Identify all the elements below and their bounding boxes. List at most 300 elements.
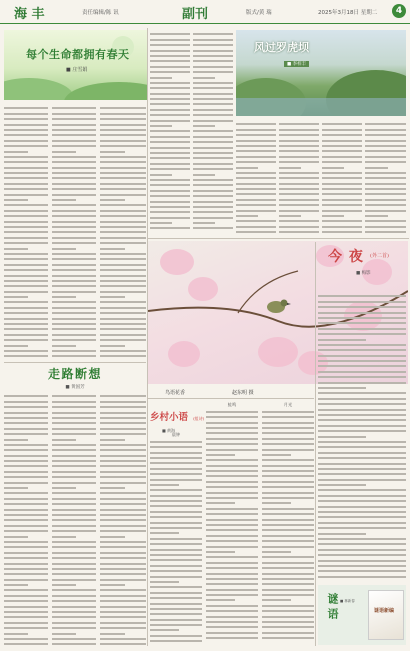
- text-line: [206, 529, 258, 531]
- text-line: [365, 193, 406, 195]
- text-line: [206, 562, 258, 564]
- text-line: [279, 226, 319, 228]
- text-line: [52, 611, 96, 613]
- text-line: [318, 328, 406, 330]
- text-line: [100, 471, 146, 473]
- text-line: [52, 167, 96, 169]
- text-line: [262, 637, 314, 639]
- text-line: [100, 328, 146, 330]
- text-line: [318, 560, 406, 562]
- text-line: [318, 479, 406, 481]
- text-line: [52, 355, 96, 357]
- text-line: [206, 540, 258, 542]
- text-line: [318, 463, 406, 465]
- text-line: [150, 538, 202, 540]
- text-line: [318, 549, 406, 551]
- text-line: [279, 140, 319, 142]
- text-line: [150, 489, 202, 491]
- text-line: [100, 134, 146, 136]
- text-line: [52, 455, 96, 457]
- text-line: [193, 33, 233, 35]
- text-line: [365, 231, 406, 233]
- text-line: [150, 179, 190, 181]
- text-line: [318, 349, 406, 351]
- text-line: [262, 459, 314, 461]
- text-line: [100, 465, 146, 467]
- text-line: [262, 626, 314, 628]
- text-line: [52, 439, 76, 441]
- article-body-col: [4, 104, 48, 362]
- text-line: [365, 123, 406, 125]
- text-line: [52, 242, 96, 244]
- text-line: [100, 350, 146, 352]
- text-line: [4, 546, 48, 548]
- text-line: [52, 638, 96, 640]
- text-line: [4, 269, 48, 271]
- book-cover: [368, 590, 404, 640]
- text-line: [52, 226, 96, 228]
- text-line: [4, 172, 48, 174]
- text-line: [193, 39, 233, 41]
- text-line: [322, 215, 344, 217]
- text-line: [52, 584, 76, 586]
- text-line: [279, 215, 301, 217]
- text-line: [279, 183, 319, 185]
- text-line: [4, 563, 48, 565]
- text-line: [4, 177, 48, 179]
- text-line: [206, 621, 258, 623]
- text-line: [100, 519, 146, 521]
- text-line: [318, 301, 406, 303]
- text-line: [4, 312, 48, 314]
- text-line: [100, 345, 125, 347]
- text-line: [52, 334, 96, 336]
- text-line: [365, 215, 388, 217]
- article-title: 走路断想: [47, 367, 102, 381]
- text-line: [52, 301, 96, 303]
- text-line: [150, 211, 190, 213]
- article-heading-walk: [10, 365, 140, 390]
- text-line: [150, 195, 190, 197]
- text-line: [52, 204, 96, 206]
- text-line: [4, 291, 48, 293]
- text-line: [4, 199, 28, 201]
- text-line: [206, 551, 235, 553]
- text-line: [52, 471, 96, 473]
- text-line: [365, 156, 406, 158]
- text-line: [52, 406, 96, 408]
- text-line: [279, 129, 319, 131]
- text-line: [52, 296, 76, 298]
- text-line: [4, 161, 48, 163]
- text-line: [100, 280, 146, 282]
- text-line: [4, 406, 48, 408]
- page-number: 4: [392, 4, 406, 18]
- article-subtitle: (外二首): [370, 253, 389, 259]
- text-line: [4, 318, 48, 320]
- text-line: [150, 446, 202, 448]
- poem-body: [318, 292, 406, 582]
- text-line: [318, 398, 406, 400]
- text-line: [52, 509, 96, 511]
- text-line: [100, 439, 125, 441]
- article-body-col: [236, 120, 276, 235]
- text-line: [279, 199, 319, 201]
- text-line: [52, 422, 96, 424]
- text-line: [279, 220, 319, 222]
- text-line: [4, 301, 48, 303]
- poem-heading-tonight: [318, 246, 408, 290]
- masthead: [0, 0, 410, 24]
- text-line: [322, 177, 362, 179]
- text-line: [100, 428, 146, 430]
- text-line: [52, 118, 96, 120]
- text-line: [100, 161, 146, 163]
- text-line: [52, 433, 96, 435]
- text-line: [279, 134, 319, 136]
- text-line: [193, 55, 233, 57]
- text-line: [52, 318, 96, 320]
- text-line: [52, 525, 96, 527]
- text-line: [150, 527, 202, 529]
- text-line: [236, 156, 276, 158]
- text-line: [206, 470, 258, 472]
- text-line: [150, 516, 202, 518]
- text-line: [150, 98, 190, 100]
- text-line: [150, 559, 202, 561]
- text-line: [150, 592, 202, 594]
- text-line: [206, 616, 258, 618]
- text-line: [4, 285, 48, 287]
- text-line: [318, 543, 406, 545]
- text-line: [100, 503, 146, 505]
- text-line: [100, 573, 146, 575]
- text-line: [206, 508, 258, 510]
- text-line: [52, 221, 96, 223]
- text-line: [100, 242, 146, 244]
- text-line: [150, 608, 202, 610]
- text-line: [4, 307, 48, 309]
- text-line: [279, 161, 319, 163]
- text-line: [322, 167, 344, 169]
- text-line: [52, 129, 96, 131]
- article-author: ■ 梅影: [356, 271, 371, 276]
- responsible-editor: 责任编辑/陈 讯: [82, 10, 119, 16]
- text-line: [52, 460, 96, 462]
- text-line: [100, 124, 146, 126]
- text-line: [52, 161, 96, 163]
- text-line: [150, 522, 202, 524]
- text-line: [318, 414, 406, 416]
- text-line: [318, 565, 406, 567]
- text-line: [318, 554, 406, 556]
- text-line: [279, 177, 319, 179]
- text-line: [318, 506, 406, 508]
- text-line: [236, 123, 276, 125]
- text-line: [52, 134, 96, 136]
- text-line: [150, 33, 190, 35]
- text-line: [150, 495, 202, 497]
- text-line: [365, 183, 406, 185]
- text-line: [100, 589, 146, 591]
- text-line: [52, 589, 96, 591]
- article-title: 风过罗虎坝: [254, 41, 309, 54]
- text-line: [100, 643, 146, 645]
- text-line: [150, 586, 202, 588]
- text-line: [262, 475, 314, 477]
- text-line: [206, 583, 258, 585]
- text-line: [52, 444, 96, 446]
- text-line: [262, 502, 291, 504]
- divider: [147, 238, 409, 239]
- text-line: [318, 295, 406, 297]
- text-line: [318, 322, 406, 324]
- text-line: [150, 147, 190, 149]
- text-line: [279, 204, 319, 206]
- text-line: [262, 540, 314, 542]
- text-line: [100, 492, 146, 494]
- text-line: [318, 533, 366, 535]
- article-body-col: [193, 30, 233, 235]
- text-line: [193, 82, 233, 84]
- text-line: [52, 428, 96, 430]
- text-line: [206, 492, 258, 494]
- text-line: [318, 371, 406, 373]
- text-line: [150, 39, 190, 41]
- text-line: [100, 296, 125, 298]
- text-line: [150, 82, 190, 84]
- text-line: [100, 600, 146, 602]
- text-line: [262, 481, 314, 483]
- poem-body: [262, 398, 314, 646]
- text-line: [4, 140, 48, 142]
- text-line: [4, 248, 28, 250]
- text-line: [4, 204, 48, 206]
- text-line: [100, 417, 146, 419]
- text-line: [4, 237, 48, 239]
- text-line: [52, 339, 96, 341]
- text-line: [262, 529, 314, 531]
- text-line: [4, 465, 48, 467]
- text-line: [318, 387, 366, 389]
- text-line: [4, 258, 48, 260]
- text-line: [322, 145, 362, 147]
- text-line: [4, 350, 48, 352]
- article-banner-spring: [4, 30, 147, 100]
- text-line: [150, 114, 190, 116]
- text-line: [150, 222, 172, 224]
- divider: [315, 242, 316, 646]
- text-line: [365, 140, 406, 142]
- text-line: [236, 140, 276, 142]
- divider: [4, 362, 146, 363]
- text-line: [262, 546, 314, 548]
- text-line: [150, 71, 190, 73]
- text-line: [4, 156, 48, 158]
- text-line: [52, 541, 96, 543]
- text-line: [100, 476, 146, 478]
- text-line: [318, 484, 366, 486]
- text-line: [4, 323, 48, 325]
- text-line: [150, 500, 202, 502]
- text-line: [150, 50, 190, 52]
- text-line: [236, 129, 276, 131]
- text-line: [4, 231, 48, 233]
- text-line: [322, 123, 362, 125]
- text-line: [4, 627, 48, 629]
- text-line: [193, 168, 233, 170]
- text-line: [100, 194, 146, 196]
- text-line: [52, 633, 76, 635]
- text-line: [150, 441, 202, 443]
- text-line: [193, 77, 215, 79]
- text-line: [4, 129, 48, 131]
- text-line: [52, 627, 96, 629]
- text-line: [262, 422, 314, 424]
- text-line: [52, 616, 96, 618]
- text-line: [193, 71, 233, 73]
- text-line: [193, 44, 233, 46]
- text-line: [150, 457, 202, 459]
- text-line: [52, 145, 96, 147]
- text-line: [52, 350, 96, 352]
- text-line: [100, 638, 146, 640]
- text-line: [52, 285, 96, 287]
- text-line: [206, 443, 258, 445]
- text-line: [52, 172, 96, 174]
- text-line: [52, 579, 96, 581]
- text-line: [318, 538, 406, 540]
- text-line: [365, 220, 406, 222]
- text-line: [318, 344, 406, 346]
- text-line: [318, 376, 406, 378]
- text-line: [52, 345, 76, 347]
- text-line: [52, 328, 96, 330]
- text-line: [236, 215, 258, 217]
- text-line: [150, 174, 172, 176]
- text-line: [318, 446, 406, 448]
- text-line: [206, 567, 258, 569]
- text-line: [279, 172, 319, 174]
- text-line: [150, 624, 202, 626]
- text-line: [52, 622, 96, 624]
- text-line: [365, 199, 406, 201]
- text-line: [100, 248, 125, 250]
- text-line: [318, 436, 366, 438]
- text-line: [318, 392, 406, 394]
- article-photo-landscape: [236, 30, 406, 116]
- text-line: [100, 215, 146, 217]
- text-line: [52, 215, 96, 217]
- text-line: [4, 476, 48, 478]
- poem-chapter-title: 蛙鸣: [227, 402, 237, 407]
- text-line: [100, 145, 146, 147]
- text-line: [193, 141, 233, 143]
- text-line: [262, 551, 291, 553]
- text-line: [262, 535, 314, 537]
- text-line: [100, 401, 146, 403]
- article-title: 今 夜: [328, 249, 364, 265]
- text-line: [100, 301, 146, 303]
- text-line: [100, 433, 146, 435]
- text-line: [52, 568, 96, 570]
- text-line: [52, 264, 96, 266]
- text-line: [100, 264, 146, 266]
- text-line: [150, 141, 190, 143]
- text-line: [100, 525, 146, 527]
- text-line: [52, 546, 96, 548]
- poem-body: [206, 398, 258, 646]
- text-line: [4, 589, 48, 591]
- text-line: [150, 462, 202, 464]
- text-line: [100, 536, 125, 538]
- text-line: [100, 177, 146, 179]
- text-line: [318, 495, 406, 497]
- text-line: [52, 248, 76, 250]
- text-line: [236, 204, 276, 206]
- photo-caption-author: 赵东明 摄: [232, 390, 254, 396]
- text-line: [262, 583, 314, 585]
- text-line: [52, 258, 96, 260]
- text-line: [100, 579, 146, 581]
- text-line: [150, 505, 202, 507]
- text-line: [365, 188, 406, 190]
- text-line: [236, 161, 276, 163]
- text-line: [236, 231, 276, 233]
- text-line: [322, 188, 362, 190]
- text-line: [100, 199, 125, 201]
- text-line: [150, 136, 190, 138]
- text-line: [100, 323, 146, 325]
- text-line: [100, 210, 146, 212]
- text-line: [52, 275, 96, 277]
- text-line: [322, 140, 362, 142]
- text-line: [322, 183, 362, 185]
- text-line: [52, 417, 96, 419]
- text-line: [52, 503, 96, 505]
- text-line: [150, 206, 190, 208]
- text-line: [52, 237, 96, 239]
- text-line: [193, 222, 215, 224]
- text-line: [4, 183, 48, 185]
- text-line: [365, 145, 406, 147]
- text-line: [262, 610, 314, 612]
- text-line: [4, 606, 48, 608]
- text-line: [150, 190, 190, 192]
- text-line: [262, 599, 291, 601]
- text-line: [100, 541, 146, 543]
- text-line: [318, 355, 406, 357]
- text-line: [150, 640, 202, 642]
- poem-body: [150, 428, 202, 646]
- text-line: [4, 536, 28, 538]
- text-line: [193, 211, 233, 213]
- text-line: [100, 118, 146, 120]
- text-line: [206, 454, 235, 456]
- text-line: [100, 307, 146, 309]
- text-line: [100, 563, 146, 565]
- text-line: [100, 509, 146, 511]
- text-line: [322, 199, 362, 201]
- text-line: [279, 145, 319, 147]
- text-line: [206, 459, 258, 461]
- text-line: [365, 167, 388, 169]
- article-author: ■ 李梓丰: [284, 61, 309, 67]
- text-line: [100, 188, 146, 190]
- text-line: [52, 482, 96, 484]
- text-line: [150, 184, 190, 186]
- text-line: [52, 113, 96, 115]
